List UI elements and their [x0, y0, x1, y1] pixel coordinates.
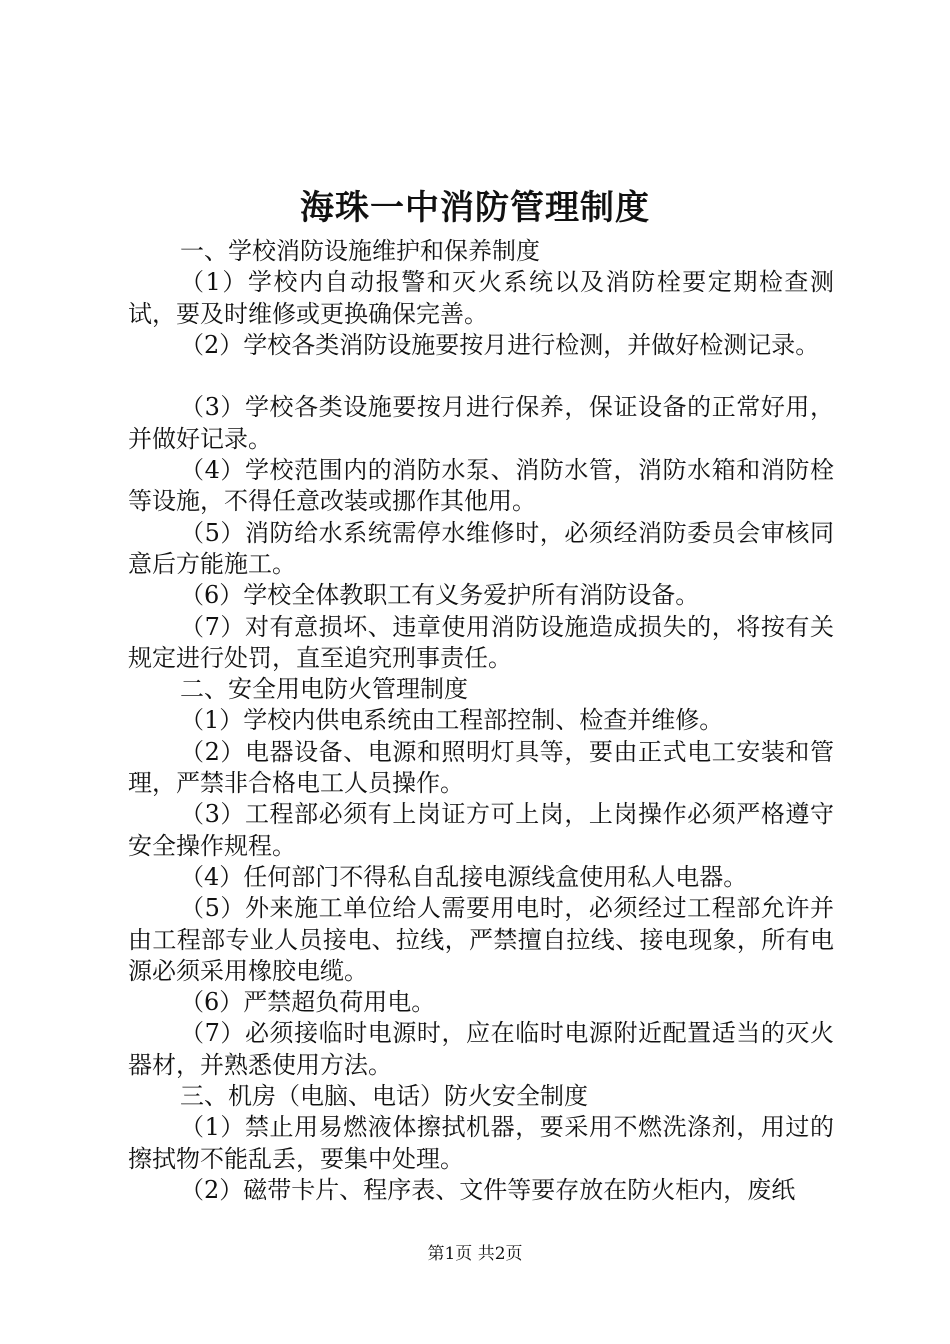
paragraph: （3）工程部必须有上岗证方可上岗，上岗操作必须严格遵守安全操作规程。 [128, 800, 834, 860]
paragraph: （1）学校内供电系统由工程部控制、检查并维修。 [180, 706, 724, 735]
section-heading: 三、机房（电脑、电话）防火安全制度 [180, 1082, 588, 1111]
paragraph: （3）学校各类设施要按月进行保养，保证设备的正常好用，并做好记录。 [128, 393, 834, 453]
document-title: 海珠一中消防管理制度 [300, 188, 650, 228]
section-heading: 一、学校消防设施维护和保养制度 [180, 237, 540, 265]
paragraph: （7）必须接临时电源时，应在临时电源附近配置适当的灭火器材，并熟悉使用方法。 [128, 1019, 834, 1079]
page-footer: 第1页 共2页 [427, 1244, 523, 1264]
paragraph: （4）任何部门不得私自乱接电源线盒使用私人电器。 [180, 862, 748, 891]
paragraph: （1）禁止用易燃液体擦拭机器，要采用不燃洗涤剂，用过的擦拭物不能乱丢，要集中处理。 [128, 1113, 834, 1173]
blank-line [128, 361, 834, 392]
paragraph: （5）外来施工单位给人需要用电时，必须经过工程部允许并由工程部专业人员接电、拉线，严禁擅自拉线、接电现象，所有电源必须采用橡胶电缆。 [128, 894, 834, 985]
paragraph: （4）学校范围内的消防水泵、消防水管，消防水箱和消防栓等设施，不得任意改装或挪作其他用。 [128, 456, 834, 516]
paragraph: （6）学校全体教职工有义务爱护所有消防设备。 [180, 581, 700, 610]
paragraph: （1）学校内自动报警和灭火系统以及消防栓要定期检查测试，要及时维修或更换确保完善。 [128, 268, 834, 328]
paragraph: （2）电器设备、电源和照明灯具等，要由正式电工安装和管理，严禁非合格电工人员操作。 [128, 737, 834, 798]
paragraph: （7）对有意损坏、违章使用消防设施造成损失的，将按有关规定进行处罚，直至追究刑事责任。 [128, 612, 834, 672]
document-body [128, 236, 834, 1206]
paragraph: （2）学校各类消防设施要按月进行检测，并做好检测记录。 [180, 330, 820, 359]
paragraph: （2）磁带卡片、程序表、文件等要存放在防火柜内，废纸 [180, 1175, 796, 1204]
paragraph: （5）消防给水系统需停水维修时，必须经消防委员会审核同意后方能施工。 [128, 518, 834, 578]
paragraph: （6）严禁超负荷用电。 [180, 988, 436, 1017]
section-heading: 二、安全用电防火管理制度 [180, 675, 468, 704]
